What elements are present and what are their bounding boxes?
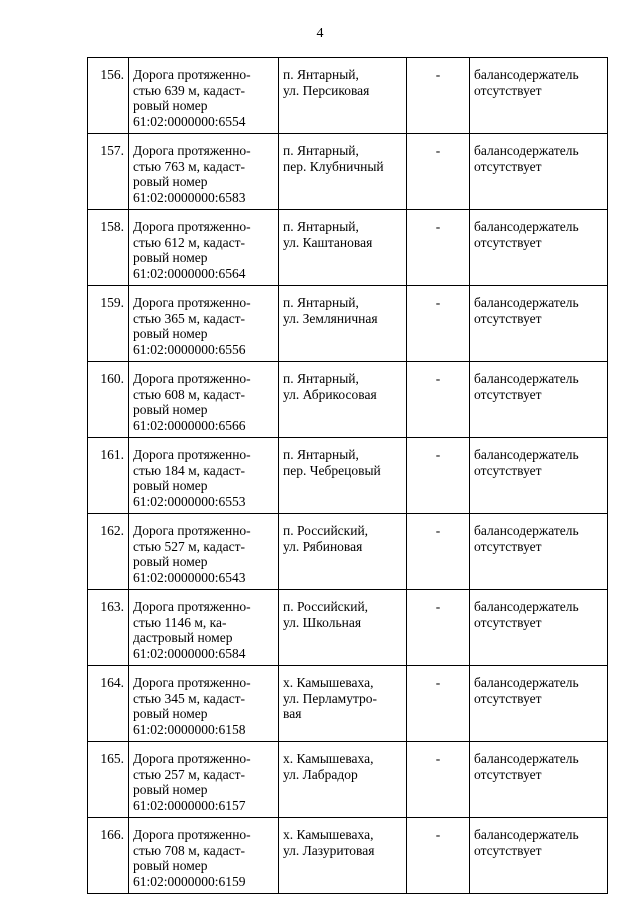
row-description: Дорога протяженно- стью 612 м, кадаст- ровый номер 61:02:0000000:6564	[129, 210, 279, 286]
row-number: 161.	[88, 438, 129, 514]
row-address: п. Янтарный, пер. Чебрецовый	[279, 438, 407, 514]
row-owner: балансодержатель отсутствует	[470, 58, 608, 134]
row-value: -	[407, 134, 470, 210]
table-row	[88, 210, 608, 286]
row-description: Дорога протяженно- стью 184 м, кадаст- ровый номер 61:02:0000000:6553	[129, 438, 279, 514]
row-address: п. Янтарный, ул. Персиковая	[279, 58, 407, 134]
row-owner: балансодержатель отсутствует	[470, 590, 608, 666]
table-row	[88, 58, 608, 134]
row-number: 165.	[88, 742, 129, 818]
row-address: п. Российский, ул. Школьная	[279, 590, 407, 666]
page-number: 4	[316, 26, 324, 41]
row-number: 156.	[88, 58, 129, 134]
table-row	[88, 666, 608, 742]
row-address: п. Янтарный, пер. Клубничный	[279, 134, 407, 210]
row-owner: балансодержатель отсутствует	[470, 134, 608, 210]
table-row	[88, 362, 608, 438]
row-description: Дорога протяженно- стью 763 м, кадаст- ровый номер 61:02:0000000:6583	[129, 134, 279, 210]
row-address: п. Российский, ул. Рябиновая	[279, 514, 407, 590]
row-number: 158.	[88, 210, 129, 286]
row-address: п. Янтарный, ул. Каштановая	[279, 210, 407, 286]
row-owner: балансодержатель отсутствует	[470, 818, 608, 894]
row-value: -	[407, 286, 470, 362]
row-owner: балансодержатель отсутствует	[470, 438, 608, 514]
row-number: 160.	[88, 362, 129, 438]
row-number: 164.	[88, 666, 129, 742]
table-row	[88, 286, 608, 362]
row-description: Дорога протяженно- стью 365 м, кадаст- ровый номер 61:02:0000000:6556	[129, 286, 279, 362]
row-description: Дорога протяженно- стью 1146 м, ка- дастровый номер 61:02:0000000:6584	[129, 590, 279, 666]
row-value: -	[407, 514, 470, 590]
row-value: -	[407, 590, 470, 666]
row-description: Дорога протяженно- стью 527 м, кадаст- ровый номер 61:02:0000000:6543	[129, 514, 279, 590]
row-description: Дорога протяженно- стью 257 м, кадаст- ровый номер 61:02:0000000:6157	[129, 742, 279, 818]
row-owner: балансодержатель отсутствует	[470, 286, 608, 362]
row-owner: балансодержатель отсутствует	[470, 742, 608, 818]
table-row	[88, 818, 608, 894]
row-number: 166.	[88, 818, 129, 894]
row-description: Дорога протяженно- стью 345 м, кадаст- ровый номер 61:02:0000000:6158	[129, 666, 279, 742]
table-row	[88, 514, 608, 590]
row-address: п. Янтарный, ул. Земляничная	[279, 286, 407, 362]
row-value: -	[407, 362, 470, 438]
row-owner: балансодержатель отсутствует	[470, 514, 608, 590]
row-number: 163.	[88, 590, 129, 666]
registry-table	[87, 57, 608, 894]
registry-table-body	[88, 58, 608, 894]
row-value: -	[407, 742, 470, 818]
table-row	[88, 742, 608, 818]
row-address: х. Камышеваха, ул. Лазуритовая	[279, 818, 407, 894]
row-owner: балансодержатель отсутствует	[470, 362, 608, 438]
row-value: -	[407, 666, 470, 742]
row-address: х. Камышеваха, ул. Лабрадор	[279, 742, 407, 818]
row-description: Дорога протяженно- стью 608 м, кадаст- ровый номер 61:02:0000000:6566	[129, 362, 279, 438]
row-address: п. Янтарный, ул. Абрикосовая	[279, 362, 407, 438]
row-value: -	[407, 438, 470, 514]
row-owner: балансодержатель отсутствует	[470, 210, 608, 286]
table-row	[88, 134, 608, 210]
row-number: 159.	[88, 286, 129, 362]
row-value: -	[407, 58, 470, 134]
row-value: -	[407, 818, 470, 894]
row-number: 157.	[88, 134, 129, 210]
table-row	[88, 590, 608, 666]
row-value: -	[407, 210, 470, 286]
row-owner: балансодержатель отсутствует	[470, 666, 608, 742]
row-address: х. Камышеваха, ул. Перламутро- вая	[279, 666, 407, 742]
row-description: Дорога протяженно- стью 708 м, кадаст- ровый номер 61:02:0000000:6159	[129, 818, 279, 894]
row-description: Дорога протяженно- стью 639 м, кадаст- ровый номер 61:02:0000000:6554	[129, 58, 279, 134]
row-number: 162.	[88, 514, 129, 590]
table-row	[88, 438, 608, 514]
